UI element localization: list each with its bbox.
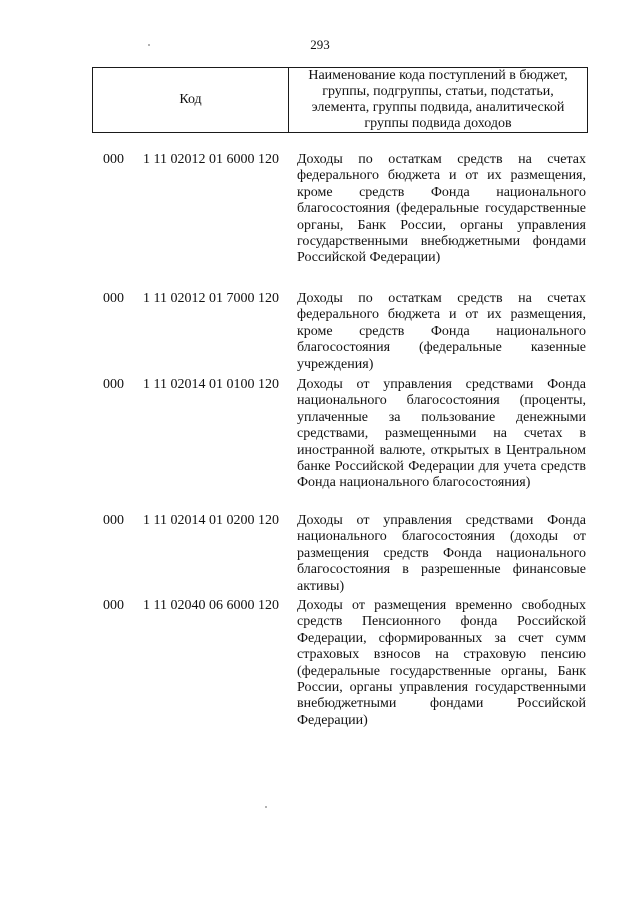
admin-code: 000 <box>103 377 124 392</box>
income-code: 1 11 02040 06 6000 120 <box>143 598 279 613</box>
table-row <box>0 513 640 598</box>
admin-code: 000 <box>103 152 124 167</box>
page-number: 293 <box>310 37 330 52</box>
income-code: 1 11 02014 01 0100 120 <box>143 377 279 392</box>
header-code-column: Код <box>93 68 289 132</box>
table-row <box>0 291 640 377</box>
table-row <box>0 152 640 291</box>
admin-code: 000 <box>103 291 124 306</box>
admin-code: 000 <box>103 513 124 528</box>
income-description: Доходы от размещения временно свободных средств Пенсионного фонда Российской Федерации, сформированных за счет сумм страховых взносов на страховую пенсию (федеральные государственные органы, Банк России, органы управления государственными внебюджетными фондами Российской Федерации) <box>297 598 586 728</box>
table-row <box>0 598 640 738</box>
income-code: 1 11 02012 01 7000 120 <box>143 291 279 306</box>
header-name-column: Наименование кода поступлений в бюджет, группы, подгруппы, статьи, подстатьи, элемента, группы подвида, аналитической группы подвида доходов <box>308 68 568 131</box>
scan-speck <box>265 806 267 808</box>
table-row <box>0 377 640 513</box>
income-description: Доходы по остаткам средств на счетах федерального бюджета и от их размещения, кроме средств Фонда национального благосостояния (федеральные казенные учреждения) <box>297 291 586 372</box>
admin-code: 000 <box>103 598 124 613</box>
income-code: 1 11 02014 01 0200 120 <box>143 513 279 528</box>
income-code: 1 11 02012 01 6000 120 <box>143 152 279 167</box>
income-description: Доходы по остаткам средств на счетах федерального бюджета и от их размещения, кроме средств Фонда национального благосостояния (федеральные государственные органы, Банк России, органы управления государственными внебюджетными фондами Российской Федерации) <box>297 152 586 266</box>
income-description: Доходы от управления средствами Фонда национального благосостояния (доходы от размещения средств Фонда национального благосостояния в разрешенные финансовые активы) <box>297 513 586 594</box>
income-codes-list <box>0 152 640 738</box>
scan-speck <box>148 44 150 46</box>
table-header <box>92 67 588 133</box>
income-description: Доходы от управления средствами Фонда национального благосостояния (проценты, уплаченные за пользование денежными средствами, размещенными на счетах в иностранной валюте, открытых в Центральном банке Российской Федерации для учета средств Фонда национального благосостояния) <box>297 377 586 491</box>
